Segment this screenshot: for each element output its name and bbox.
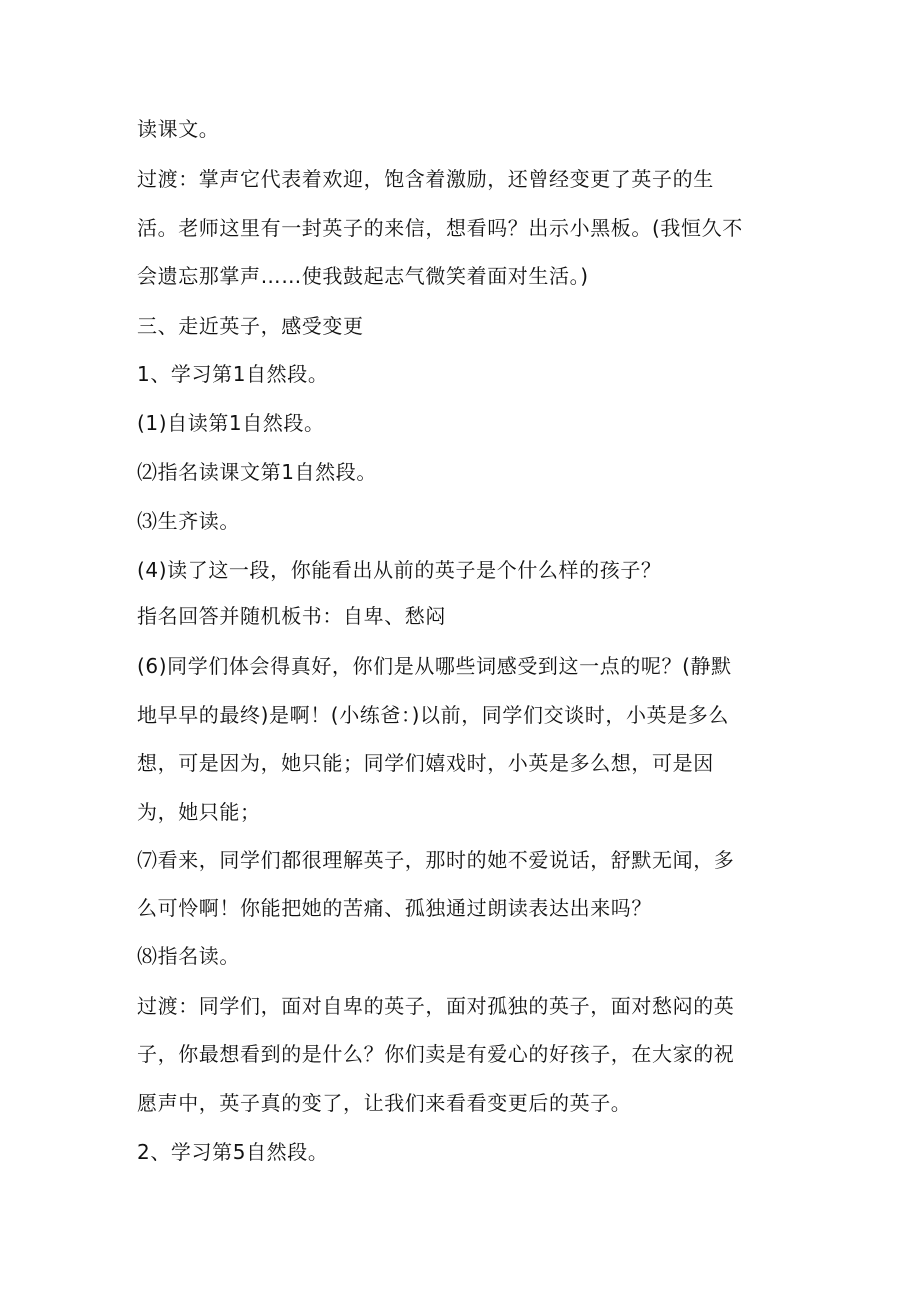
- text-line: ⑶生齐读。: [137, 509, 240, 533]
- text-line: 过渡：掌声它代表着欢迎，饱含着激励，还曾经变更了英子的生: [137, 167, 714, 191]
- text-line: 愿声中，英子真的变了，让我们来看看变更后的英子。: [137, 1091, 632, 1115]
- section-heading: 三、走近英子，感受变更: [137, 314, 364, 338]
- text-line: 么可怜啊！你能把她的苦痛、孤独通过朗读表达出来吗？: [137, 896, 652, 920]
- text-line: (6)同学们体会得真好，你们是从哪些词感受到这一点的呢？(静默: [137, 654, 732, 678]
- text-line: 过渡：同学们，面对自卑的英子，面对孤独的英子，面对愁闷的英: [137, 994, 735, 1018]
- text-line: ⑵指名读课文第1自然段。: [137, 460, 377, 484]
- text-line: 为，她只能；: [137, 800, 261, 824]
- text-line: 读课文。: [137, 117, 220, 141]
- text-line: 2、学习第5自然段。: [137, 1140, 329, 1164]
- text-line: ⑺看来，同学们都很理解英子，那时的她不爱说话，舒默无闻，多: [137, 848, 735, 872]
- text-line: 1、学习第1自然段。: [137, 362, 329, 386]
- text-line: 子，你最想看到的是什么？你们卖是有爱心的好孩子，在大家的祝: [137, 1042, 735, 1066]
- text-line: 会遗忘那掌声……使我鼓起志气微笑着面对生活。): [137, 264, 589, 288]
- text-line: (4)读了这一段，你能看出从前的英子是个什么样的孩子？: [137, 558, 662, 582]
- text-line: 活。老师这里有一封英子的来信，想看吗？出示小黑板。(我恒久不: [137, 216, 743, 240]
- text-line: 指名回答并随机板书：自卑、愁闷: [137, 604, 446, 628]
- text-line: ⑻指名读。: [137, 944, 240, 968]
- text-line: (1)自读第1自然段。: [137, 411, 325, 435]
- text-line: 地早早的最终)是啊！(小练爸：)以前，同学们交谈时，小英是多么: [137, 703, 730, 727]
- text-line: 想，可是因为，她只能；同学们嬉戏时，小英是多么想，可是因: [137, 751, 714, 775]
